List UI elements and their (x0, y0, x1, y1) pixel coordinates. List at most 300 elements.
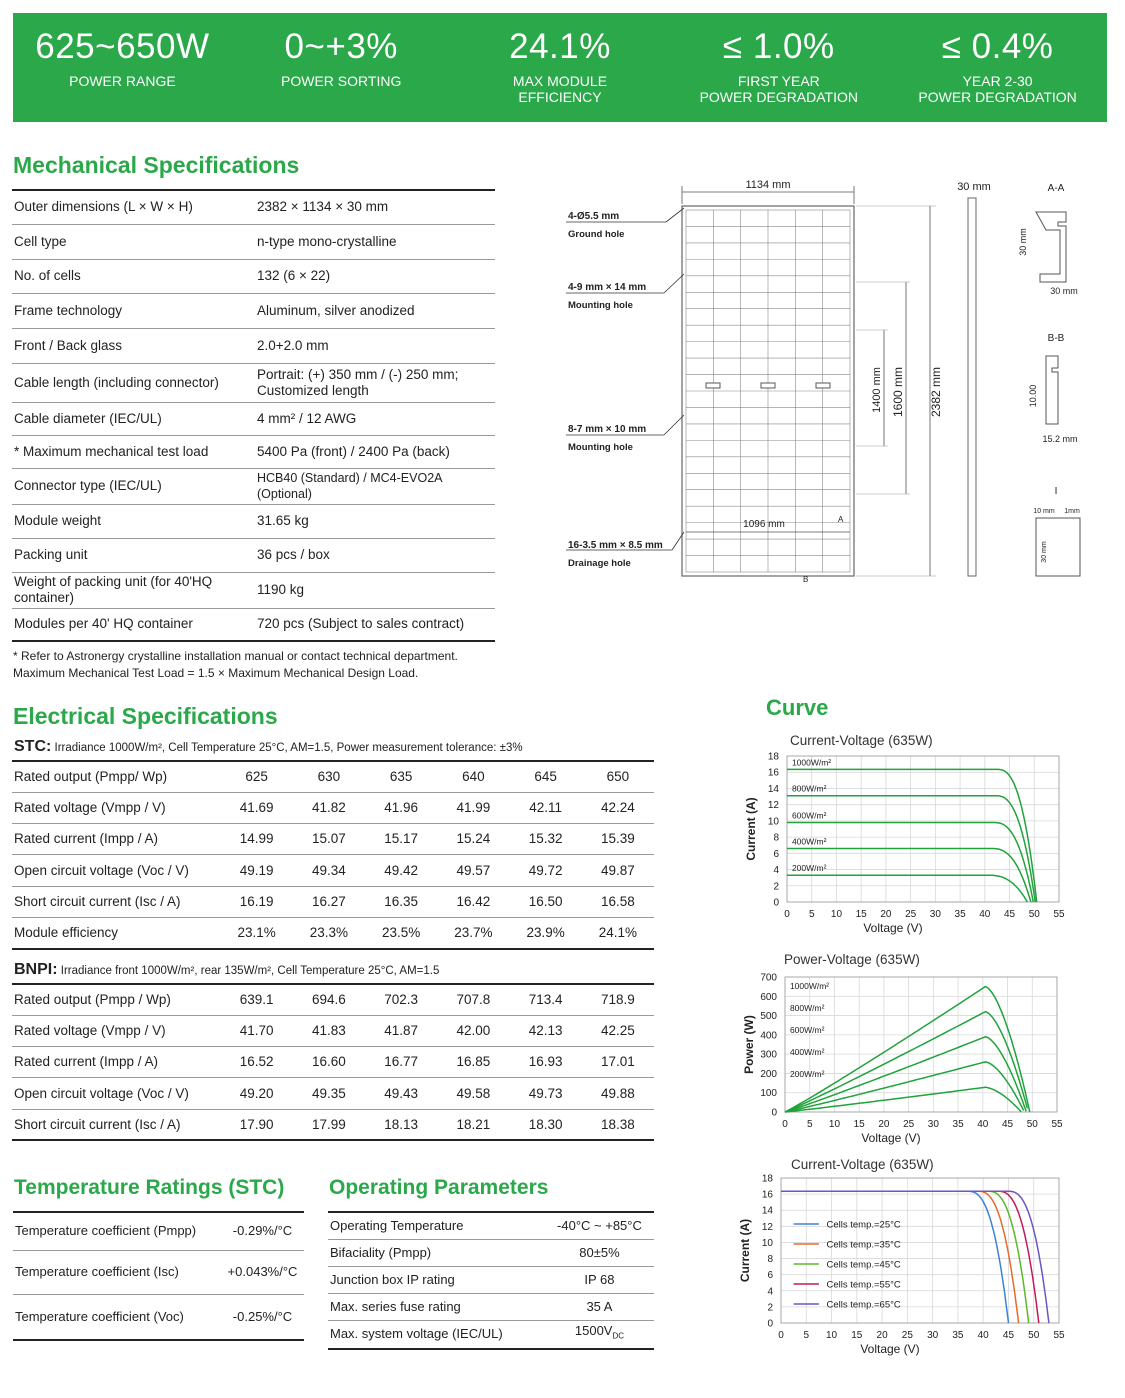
table-row (12, 224, 495, 259)
series-label: 600W/m² (791, 810, 827, 821)
table-row (12, 259, 495, 293)
section-aa-dim2: 30 mm (1050, 286, 1078, 296)
table-row (12, 504, 495, 538)
table-row (328, 1266, 654, 1293)
ground-hole-size: 4-Ø5.5 mm (568, 211, 620, 222)
module-dimension-drawing (560, 170, 1100, 590)
table-row (12, 468, 495, 504)
table-row (12, 984, 654, 1015)
spec-value: n-type mono-crystalline (255, 224, 495, 259)
param-value: 23.3% (293, 917, 365, 948)
mount-hole-1-label: Mounting hole (568, 300, 633, 311)
param-value: 41.99 (437, 792, 509, 823)
kpi-item (232, 13, 451, 122)
table-row (13, 1212, 304, 1250)
param-value: 17.90 (221, 1109, 293, 1140)
spec-label: Frame technology (12, 293, 255, 328)
chart-title: Power-Voltage (635W) (784, 952, 920, 967)
y-tick-label: 0 (767, 1318, 773, 1330)
kpi-label: POWER RANGE (69, 73, 176, 89)
bnpi-table (12, 983, 654, 1141)
param-value: 23.5% (365, 917, 437, 948)
x-tick-label: 5 (808, 909, 815, 920)
w1096-label: 1096 mm (743, 519, 785, 530)
param-value: 625 (221, 761, 293, 792)
param-value: 49.87 (582, 855, 654, 886)
temperature-title: Temperature Ratings (STC) (14, 1176, 285, 1199)
section-mark-b: B (803, 575, 809, 584)
param-label: Rated voltage (Vmpp / V) (12, 792, 221, 823)
param-value: 18.21 (437, 1109, 509, 1140)
y-tick-label: 200 (760, 1068, 777, 1080)
y-tick-label: 500 (760, 1011, 777, 1023)
table-row (12, 293, 495, 328)
mechanical-spec-table (12, 189, 495, 642)
param-value: 49.57 (437, 855, 509, 886)
h1400-label: 1400 mm (871, 367, 883, 413)
x-tick-label: 20 (878, 1119, 890, 1130)
series-label: 200W/m² (789, 1069, 825, 1079)
series-line (781, 1191, 1039, 1323)
y-tick-label: 6 (767, 1270, 773, 1282)
param-label: Temperature coefficient (Pmpp) (13, 1212, 221, 1250)
spec-label: Cell type (12, 224, 255, 259)
y-tick-label: 100 (760, 1088, 777, 1100)
param-value: 16.35 (365, 886, 437, 917)
bnpi-heading: BNPI: (14, 961, 58, 978)
kpi-label: YEAR 2-30 POWER DEGRADATION (918, 73, 1077, 105)
param-value: 16.77 (365, 1047, 437, 1078)
temperature-table (13, 1211, 304, 1341)
mechanical-title: Mechanical Specifications (13, 152, 300, 178)
kpi-banner (13, 13, 1107, 122)
table-row (12, 190, 495, 224)
param-value: 49.19 (221, 855, 293, 886)
y-tick-label: 8 (773, 832, 779, 844)
param-value: 640 (437, 761, 509, 792)
x-tick-label: 10 (825, 1330, 838, 1341)
param-value (545, 1320, 654, 1349)
param-label: Temperature coefficient (Voc) (13, 1294, 221, 1340)
x-tick-label: 40 (979, 909, 991, 920)
width-label: 1134 mm (745, 179, 791, 191)
param-value: 16.42 (437, 886, 509, 917)
table-row (12, 363, 495, 402)
x-tick-label: 55 (1053, 909, 1065, 920)
param-value: 42.13 (510, 1015, 582, 1046)
x-tick-label: 25 (901, 1330, 913, 1341)
detail-i-title: I (1054, 486, 1058, 497)
param-value: 15.07 (293, 824, 365, 855)
x-tick-label: 10 (830, 909, 843, 920)
param-value: 17.99 (293, 1109, 365, 1140)
param-value: 49.20 (221, 1078, 293, 1109)
param-label: Open circuit voltage (Voc / V) (12, 855, 221, 886)
legend-label: Cells temp.=55°C (826, 1279, 901, 1291)
spec-label: Connector type (IEC/UL) (12, 468, 255, 504)
y-tick-label: 12 (767, 800, 779, 812)
h1600-label: 1600 mm (891, 366, 905, 418)
param-value: 18.30 (510, 1109, 582, 1140)
param-value: 18.38 (582, 1109, 654, 1140)
chart-title: Current-Voltage (635W) (791, 1157, 934, 1172)
x-tick-label: 30 (927, 1119, 939, 1130)
x-axis-label: Voltage (V) (863, 921, 923, 935)
param-value: 718.9 (582, 984, 654, 1015)
param-value: 694.6 (293, 984, 365, 1015)
y-tick-label: 4 (767, 1286, 773, 1298)
x-tick-label: 55 (1053, 1330, 1065, 1341)
param-value: 15.39 (582, 824, 654, 855)
mount-hole-2-label: Mounting hole (568, 442, 633, 453)
param-label: Bifaciality (Pmpp) (328, 1239, 545, 1266)
x-tick-label: 5 (806, 1119, 813, 1130)
table-row (12, 538, 495, 572)
series-label: 200W/m² (791, 863, 827, 874)
param-value: 49.34 (293, 855, 365, 886)
pv-irradiance-chart (735, 947, 1075, 1152)
kpi-value: 625~650W (35, 27, 210, 66)
kpi-value: ≤ 1.0% (722, 27, 835, 66)
y-tick-label: 8 (767, 1254, 773, 1266)
kpi-value: 0~+3% (284, 27, 398, 66)
table-row (12, 855, 654, 886)
stc-heading: STC: (14, 738, 52, 755)
param-value: 16.19 (221, 886, 293, 917)
param-label: Temperature coefficient (Isc) (13, 1250, 221, 1294)
ground-hole-label: Ground hole (568, 229, 625, 240)
param-value: 41.70 (221, 1015, 293, 1046)
series-label: 400W/m² (789, 1047, 825, 1057)
spec-label: Weight of packing unit (for 40'HQ container) (12, 572, 255, 608)
param-value: 41.69 (221, 792, 293, 823)
table-row (328, 1293, 654, 1320)
param-value: 639.1 (221, 984, 293, 1015)
param-value: 49.72 (510, 855, 582, 886)
param-value-text: 35 A (586, 1298, 613, 1314)
param-value-text: 1500V (574, 1323, 613, 1339)
x-tick-label: 35 (954, 909, 966, 920)
y-tick-label: 18 (767, 751, 779, 763)
series-label: 400W/m² (791, 836, 827, 847)
x-tick-label: 20 (880, 909, 892, 920)
param-value: 650 (582, 761, 654, 792)
param-label: Rated output (Pmpp / Wp) (12, 984, 221, 1015)
table-row (12, 886, 654, 917)
y-tick-label: 4 (773, 865, 779, 877)
param-label: Short circuit current (Isc / A) (12, 1109, 221, 1140)
detail-i-dim3: 30 mm (1041, 541, 1048, 563)
chart-title: Current-Voltage (635W) (790, 733, 933, 748)
param-label: Module efficiency (12, 917, 221, 948)
y-tick-label: 10 (767, 816, 779, 828)
table-row (328, 1239, 654, 1266)
section-aa-dim1: 30 mm (1018, 228, 1028, 256)
param-value: 17.01 (582, 1047, 654, 1078)
param-value: 702.3 (365, 984, 437, 1015)
table-row (12, 1078, 654, 1109)
series-label: 1000W/m² (791, 757, 832, 768)
param-value: 645 (510, 761, 582, 792)
drain-hole-size: 16-3.5 mm × 8.5 mm (568, 540, 663, 551)
legend-label: Cells temp.=25°C (826, 1219, 901, 1231)
param-value: 15.32 (510, 824, 582, 855)
param-value: 23.7% (437, 917, 509, 948)
stc-table (12, 760, 654, 950)
table-row (13, 1294, 304, 1340)
operating-title: Operating Parameters (329, 1176, 549, 1199)
x-tick-label: 0 (778, 1330, 784, 1341)
y-tick-label: 2 (773, 881, 779, 893)
x-tick-label: 0 (782, 1119, 788, 1130)
y-tick-label: 14 (761, 1205, 773, 1217)
spec-label: Cable length (including connector) (12, 363, 255, 402)
y-tick-label: 700 (760, 972, 777, 984)
param-value: 16.85 (437, 1047, 509, 1078)
spec-value: Aluminum, silver anodized (255, 293, 495, 328)
x-tick-label: 10 (828, 1119, 841, 1130)
spec-label: Packing unit (12, 538, 255, 572)
param-value: 16.60 (293, 1047, 365, 1078)
param-value-text: -40°C ~ +85°C (557, 1217, 642, 1233)
x-tick-label: 45 (1002, 1330, 1015, 1341)
kpi-label: MAX MODULE EFFICIENCY (512, 73, 608, 105)
param-label: Rated current (Impp / A) (12, 1047, 221, 1078)
param-value: 16.93 (510, 1047, 582, 1078)
kpi-value: 24.1% (509, 27, 611, 66)
table-row (12, 608, 495, 641)
spec-value: Portrait: (+) 350 mm / (-) 250 mm; Customized length (255, 363, 495, 402)
drain-hole-label: Drainage hole (568, 558, 631, 569)
x-axis-label: Voltage (V) (861, 1131, 921, 1145)
y-tick-label: 12 (761, 1221, 773, 1233)
table-row (12, 1015, 654, 1046)
y-tick-label: 10 (761, 1237, 773, 1249)
param-value: 41.87 (365, 1015, 437, 1046)
x-tick-label: 55 (1051, 1119, 1063, 1130)
x-tick-label: 25 (905, 909, 917, 920)
y-tick-label: 6 (773, 848, 779, 860)
legend-label: Cells temp.=35°C (826, 1239, 901, 1251)
detail-i-dim1: 10 mm (1033, 508, 1055, 515)
param-label: Short circuit current (Isc / A) (12, 886, 221, 917)
x-tick-label: 30 (929, 909, 941, 920)
spec-label: Cable diameter (IEC/UL) (12, 402, 255, 435)
param-label: Rated current (Impp / A) (12, 824, 221, 855)
spec-value: 2.0+2.0 mm (255, 328, 495, 363)
param-label: Rated output (Pmpp/ Wp) (12, 761, 221, 792)
param-value: 49.43 (365, 1078, 437, 1109)
mount-hole-1-size: 4-9 mm × 14 mm (568, 282, 647, 293)
param-label: Max. system voltage (IEC/UL) (328, 1320, 545, 1349)
param-value: 16.58 (582, 886, 654, 917)
param-value (545, 1212, 654, 1239)
table-row (12, 761, 654, 792)
kpi-item (451, 13, 670, 122)
param-value-text: 80±5% (579, 1244, 620, 1260)
y-tick-label: 300 (760, 1049, 777, 1061)
param-value: 23.9% (510, 917, 582, 948)
kpi-value: ≤ 0.4% (941, 27, 1054, 66)
x-tick-label: 15 (853, 1119, 865, 1130)
param-label: Open circuit voltage (Voc / V) (12, 1078, 221, 1109)
kpi-item (13, 13, 232, 122)
kpi-label: POWER SORTING (281, 73, 402, 89)
x-axis-label: Voltage (V) (860, 1342, 920, 1356)
table-row (12, 435, 495, 468)
param-value: 630 (293, 761, 365, 792)
spec-label: * Maximum mechanical test load (12, 435, 255, 468)
param-value: 16.52 (221, 1047, 293, 1078)
param-value: 15.24 (437, 824, 509, 855)
param-label: Rated voltage (Vmpp / V) (12, 1015, 221, 1046)
section-bb-dim1: 10.00 (1028, 384, 1038, 408)
param-value (545, 1239, 654, 1266)
series-label: 800W/m² (789, 1003, 825, 1013)
series-line (781, 1191, 1029, 1323)
legend-label: Cells temp.=45°C (826, 1259, 901, 1271)
param-value: 42.25 (582, 1015, 654, 1046)
param-value: 23.1% (221, 917, 293, 948)
param-value: 41.96 (365, 792, 437, 823)
param-value: 42.11 (510, 792, 582, 823)
kpi-item (669, 13, 888, 122)
param-value: 15.17 (365, 824, 437, 855)
series-line (787, 875, 1027, 902)
spec-label: Front / Back glass (12, 328, 255, 363)
param-value: 16.27 (293, 886, 365, 917)
param-value (545, 1266, 654, 1293)
x-tick-label: 50 (1028, 1330, 1040, 1341)
series-label: 800W/m² (791, 783, 827, 794)
param-label: Junction box IP rating (328, 1266, 545, 1293)
spec-label: No. of cells (12, 259, 255, 293)
spec-value: 720 pcs (Subject to sales contract) (255, 608, 495, 641)
x-tick-label: 35 (952, 1119, 964, 1130)
bnpi-condition (14, 961, 439, 979)
x-tick-label: 20 (876, 1330, 888, 1341)
spec-value: 4 mm² / 12 AWG (255, 402, 495, 435)
table-row (12, 328, 495, 363)
x-tick-label: 50 (1026, 1119, 1038, 1130)
param-value: 24.1% (582, 917, 654, 948)
table-row (12, 1109, 654, 1140)
section-aa-title: A-A (1047, 183, 1065, 194)
y-tick-label: 400 (760, 1030, 777, 1042)
table-row (12, 824, 654, 855)
y-tick-label: 600 (760, 991, 777, 1003)
param-value: 16.50 (510, 886, 582, 917)
param-value: 49.42 (365, 855, 437, 886)
table-row (328, 1320, 654, 1349)
section-bb-title: B-B (1047, 333, 1065, 344)
param-value: +0.043%/°C (221, 1250, 304, 1294)
electrical-title: Electrical Specifications (13, 703, 278, 729)
param-value: 41.82 (293, 792, 365, 823)
y-tick-label: 2 (767, 1302, 773, 1314)
y-axis-label: Current (A) (744, 797, 758, 861)
table-row (12, 1047, 654, 1078)
side-profile (968, 198, 976, 576)
section-mark-a: A (838, 515, 844, 524)
table-row (328, 1212, 654, 1239)
y-tick-label: 0 (773, 897, 779, 909)
x-tick-label: 15 (855, 909, 867, 920)
spec-value: 1190 kg (255, 572, 495, 608)
series-label: 600W/m² (789, 1025, 825, 1035)
spec-value: 2382 × 1134 × 30 mm (255, 190, 495, 224)
spec-value: 31.65 kg (255, 504, 495, 538)
table-row (12, 402, 495, 435)
stc-condition-text: Irradiance 1000W/m², Cell Temperature 25°C, AM=1.5, Power measurement tolerance: ±3% (54, 742, 523, 754)
table-row (12, 792, 654, 823)
x-tick-label: 50 (1028, 909, 1040, 920)
param-value: 49.35 (293, 1078, 365, 1109)
spec-value: 132 (6 × 22) (255, 259, 495, 293)
stc-condition (14, 738, 523, 756)
y-tick-label: 14 (767, 783, 779, 795)
plot-frame (787, 756, 1059, 902)
x-tick-label: 25 (903, 1119, 915, 1130)
spec-value: 5400 Pa (front) / 2400 Pa (back) (255, 435, 495, 468)
y-tick-label: 16 (767, 767, 779, 779)
spec-label: Modules per 40' HQ container (12, 608, 255, 641)
y-axis-label: Current (A) (738, 1218, 752, 1283)
param-value: 49.88 (582, 1078, 654, 1109)
param-value: 49.73 (510, 1078, 582, 1109)
series-label: 1000W/m² (789, 981, 830, 991)
kpi-label: FIRST YEAR POWER DEGRADATION (699, 73, 858, 105)
table-row (12, 917, 654, 948)
mechanical-note: * Refer to Astronergy crystalline installation manual or contact technical department. Maximum Mechanical Test Load = 1.5 × Maximum Mechanical Design Load. (13, 649, 458, 680)
iv-irradiance-chart (735, 728, 1075, 943)
x-tick-label: 45 (1001, 1119, 1014, 1130)
param-value: 707.8 (437, 984, 509, 1015)
param-value: 49.58 (437, 1078, 509, 1109)
param-value: 41.83 (293, 1015, 365, 1046)
spec-label: Module weight (12, 504, 255, 538)
spec-value: 36 pcs / box (255, 538, 495, 572)
param-value: 635 (365, 761, 437, 792)
mount-hole-2-size: 8-7 mm × 10 mm (568, 424, 647, 435)
table-row (12, 572, 495, 608)
param-label: Operating Temperature (328, 1212, 545, 1239)
section-bb-profile (1046, 356, 1058, 424)
bnpi-condition-text: Irradiance front 1000W/m², rear 135W/m², Cell Temperature 25°C, AM=1.5 (60, 965, 440, 977)
x-tick-label: 40 (977, 1330, 989, 1341)
curve-title: Curve (766, 695, 829, 720)
param-value: 713.4 (510, 984, 582, 1015)
spec-label: Outer dimensions (L × W × H) (12, 190, 255, 224)
param-value: -0.25%/°C (221, 1294, 304, 1340)
param-value: -0.29%/°C (221, 1212, 304, 1250)
iv-temperature-chart (735, 1152, 1075, 1374)
x-tick-label: 5 (803, 1330, 810, 1341)
y-tick-label: 16 (761, 1189, 773, 1201)
param-value: 14.99 (221, 824, 293, 855)
operating-table (328, 1211, 654, 1350)
x-tick-label: 40 (977, 1119, 989, 1130)
y-tick-label: 18 (761, 1173, 773, 1185)
detail-i-dim2: 1mm (1064, 508, 1080, 515)
x-tick-label: 15 (851, 1330, 863, 1341)
table-row (13, 1250, 304, 1294)
x-tick-label: 45 (1003, 909, 1016, 920)
param-value-sub: DC (612, 1332, 625, 1342)
section-aa-profile (1036, 212, 1066, 282)
thickness-label: 30 mm (957, 181, 991, 193)
x-tick-label: 0 (784, 909, 790, 920)
